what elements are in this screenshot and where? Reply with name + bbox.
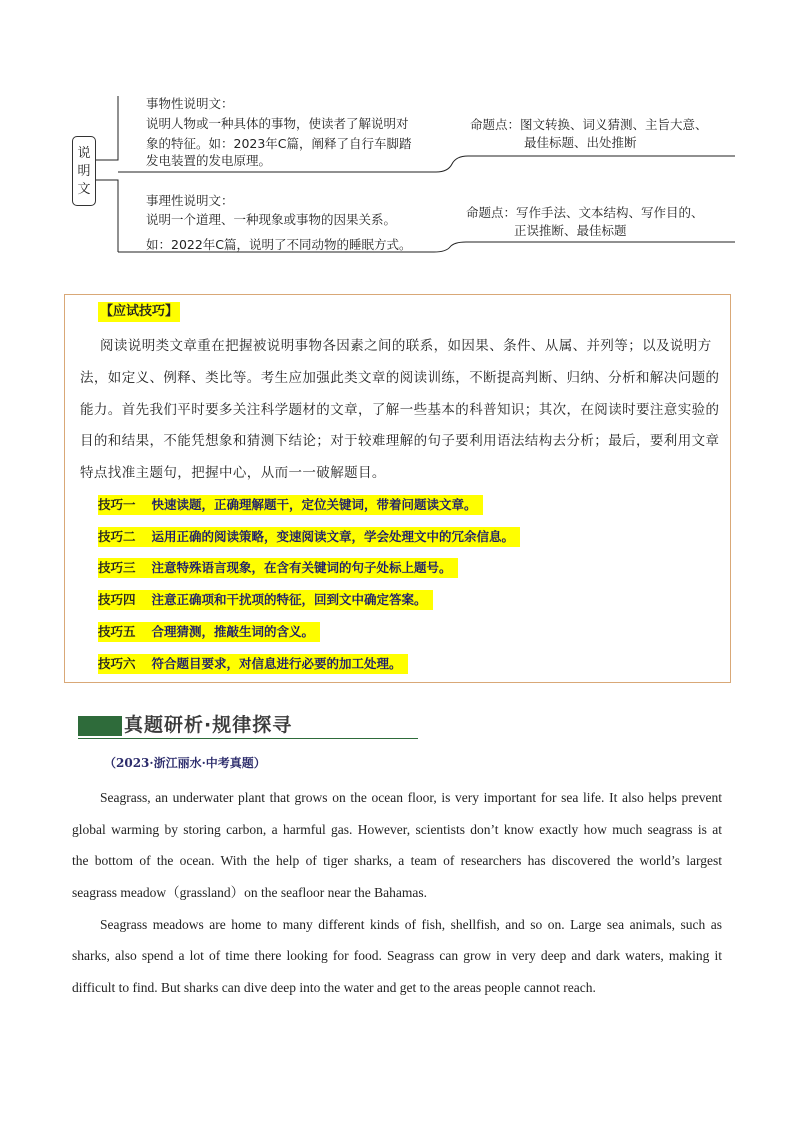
tip-label: 技巧六 (98, 656, 136, 671)
root-char: 文 (77, 182, 91, 197)
explanatory-text-root (72, 136, 96, 206)
passage-line: Seagrass, an underwater plant that grows on the ocean floor, is very important for sea life. It also helps prevent (100, 790, 722, 805)
branch1-line: 说明人物或一种具体的事物，使读者了解说明对 (146, 116, 409, 131)
tips-paragraph-line: 目的和结果，不能凭想象和猜测下结论；对于较难理解的句子要利用语法结构去分析；最后，要利用文章 (80, 433, 720, 449)
section-underline (78, 738, 418, 739)
branch2-exam-points: 命题点：写作手法、文本结构、写作目的、 (466, 205, 704, 220)
tip-item (98, 495, 483, 515)
passage-line: difficult to find. But sharks can dive deep into the water and get to the areas people cannot reach. (72, 980, 596, 995)
passage-line: the bottom of the ocean. With the help of tiger sharks, a team of researchers has discovered the world’s largest (72, 853, 722, 868)
branch1-title: 事物性说明文： (146, 96, 234, 111)
question-source: （2023·浙江丽水·中考真题） (104, 756, 266, 770)
branch1-exam-points-cont: 最佳标题、出处推断 (524, 135, 637, 150)
tip-item (98, 622, 320, 642)
tip-label: 技巧三 (98, 560, 136, 575)
branch2-line: 说明一个道理、一种现象或事物的因果关系。 (146, 212, 397, 227)
tip-item (98, 654, 408, 674)
tip-text: 注意正确项和干扰项的特征，回到文中确定答案。 (151, 592, 427, 607)
tip-item (98, 527, 520, 547)
tip-label: 技巧四 (98, 592, 136, 607)
branch1-line: 发电装置的发电原理。 (146, 153, 272, 168)
passage-line: global warming by storing carbon, a harmful gas. However, scientists don’t know exactly how much seagrass is at (72, 822, 722, 837)
tip-item (98, 590, 433, 610)
passage-line: Seagrass meadows are home to many different kinds of fish, shellfish, and so on. Large sea animals, such as (100, 917, 722, 932)
tip-text: 合理猜测，推敲生词的含义。 (151, 624, 315, 639)
tip-label: 技巧一 (98, 497, 136, 512)
tip-text: 快速读题，正确理解题干，定位关键词，带着问题读文章。 (151, 497, 477, 512)
tip-text: 符合题目要求，对信息进行必要的加工处理。 (151, 656, 402, 671)
tips-paragraph-line: 法，如定义、例释、类比等。考生应加强此类文章的阅读训练，不断提高判断、归纳、分析和解决问题的 (80, 370, 720, 386)
branch1-line: 象的特征。如：2023年C篇，阐释了自行车脚踏 (146, 136, 412, 151)
tip-item (98, 558, 458, 578)
tips-paragraph-line: 阅读说明类文章重在把握被说明事物各因素之间的联系，如因果、条件、从属、并列等；以及说明方 (100, 338, 712, 354)
root-char: 说 (77, 146, 91, 161)
tip-label: 技巧二 (98, 529, 136, 544)
branch2-title: 事理性说明文： (146, 193, 234, 208)
tip-label: 技巧五 (98, 624, 136, 639)
tips-paragraph-line: 能力。首先我们平时要多关注科学题材的文章，了解一些基本的科普知识；其次，在阅读时要注意实验的 (80, 402, 720, 418)
tip-text: 注意特殊语言现象，在含有关键词的句子处标上题号。 (151, 560, 452, 575)
branch1-exam-points: 命题点：图文转换、词义猜测、主旨大意、 (470, 117, 708, 132)
passage-line: sharks, also spend a lot of time there looking for food. Seagrass can grow in very deep and dark waters, making it (72, 948, 722, 963)
section-bar-icon (78, 716, 122, 736)
branch2-exam-points-cont: 正误推断、最佳标题 (514, 223, 627, 238)
tips-paragraph-line: 特点找准主题句，把握中心，从而一一破解题目。 (80, 465, 386, 481)
root-char: 明 (77, 164, 91, 179)
tip-text: 运用正确的阅读策略，变速阅读文章，学会处理文中的冗余信息。 (151, 529, 515, 544)
section-title: 真题研析·规律探寻 (124, 714, 293, 736)
tips-heading: 【应试技巧】 (98, 302, 180, 322)
branch2-line: 如：2022年C篇，说明了不同动物的睡眠方式。 (146, 237, 412, 252)
passage-line: seagrass meadow（grassland）on the seafloor near the Bahamas. (72, 885, 428, 900)
